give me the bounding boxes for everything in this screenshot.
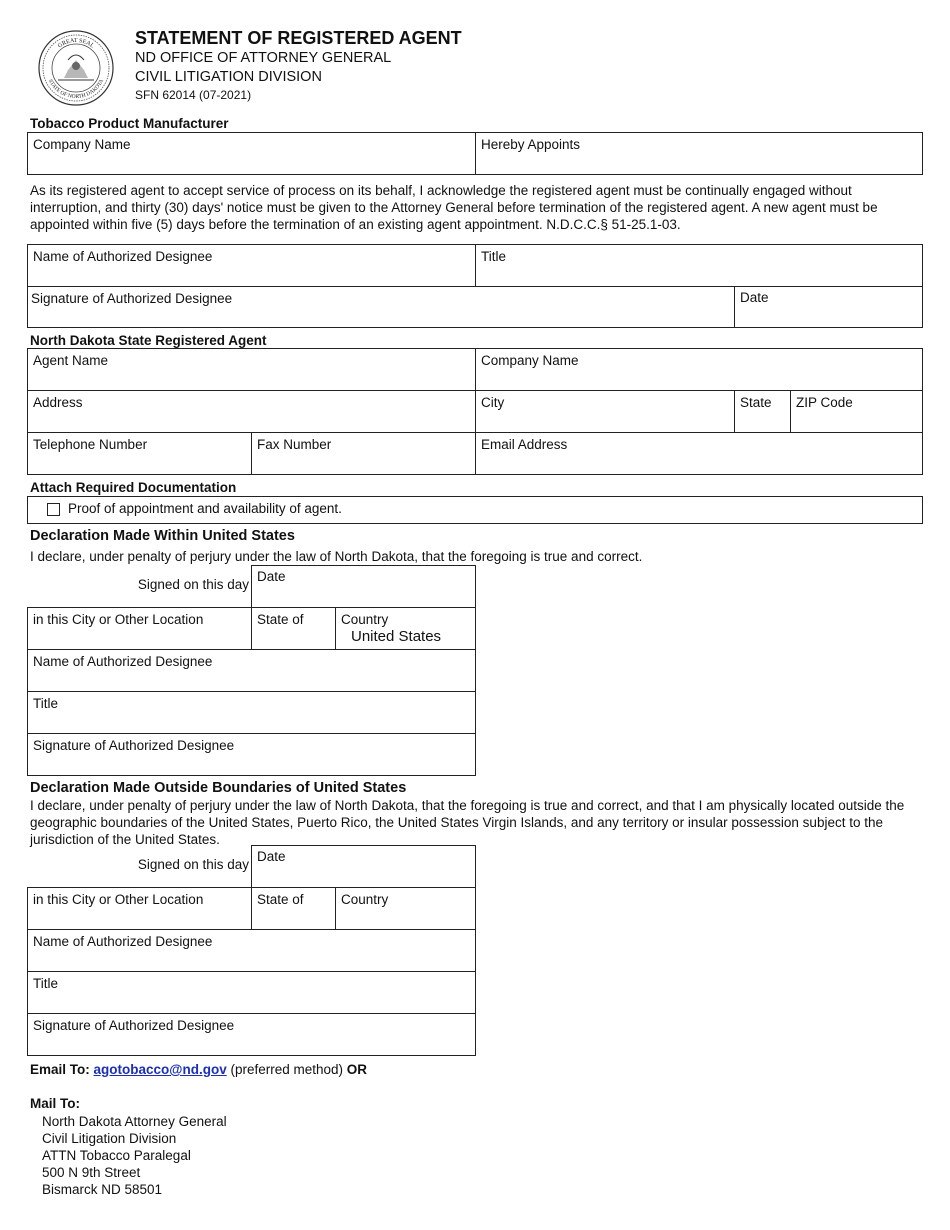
agent-name-label: Agent Name [33, 353, 109, 368]
us-date-label: Date [257, 569, 286, 584]
office-name: ND OFFICE OF ATTORNEY GENERAL [135, 50, 392, 66]
manufacturer-heading: Tobacco Product Manufacturer [30, 116, 229, 131]
or-text: OR [346, 1062, 368, 1077]
us-country-value: United States [351, 628, 442, 645]
outside-city-field[interactable] [27, 887, 252, 930]
us-title-label: Title [33, 696, 59, 711]
manufacturer-date-field[interactable] [734, 286, 923, 328]
outside-city-label: in this City or Other Location [33, 892, 204, 907]
hereby-appoints-field[interactable] [475, 132, 923, 175]
manufacturer-title-field[interactable] [475, 244, 923, 287]
hereby-appoints-label: Hereby Appoints [481, 137, 581, 152]
title-label: Title [481, 249, 507, 264]
us-state-field[interactable] [251, 607, 336, 650]
address-line: 500 N 9th Street [42, 1165, 141, 1180]
outside-signature-label: Signature of Authorized Designee [33, 1018, 235, 1033]
address-label: Address [33, 395, 83, 410]
agent-heading: North Dakota State Registered Agent [30, 333, 267, 348]
agent-company-name-field[interactable] [475, 348, 923, 391]
declaration-us-text: I declare, under penalty of perjury under the law of North Dakota, that the foregoing is true and correct. [30, 549, 643, 564]
agent-fax-field[interactable] [251, 432, 476, 475]
outside-designee-name-label: Name of Authorized Designee [33, 934, 213, 949]
us-city-field[interactable] [27, 607, 252, 650]
address-line: North Dakota Attorney General [42, 1114, 227, 1129]
designee-name-label: Name of Authorized Designee [33, 249, 213, 264]
state-label: State [740, 395, 772, 410]
outside-country-field[interactable] [335, 887, 476, 930]
outside-state-field[interactable] [251, 887, 336, 930]
declaration-outside-text: I declare, under penalty of perjury under the law of North Dakota, that the foregoing is true and correct, and that I am physically located outside the geographic boundaries of the United States, Puerto Rico, the United States Virgin Islands, and any territory or insular possession subject to the jurisdiction of the United States. [30, 798, 905, 847]
us-title-field[interactable] [27, 691, 476, 734]
address-line: Civil Litigation Division [42, 1131, 177, 1146]
mail-address [42, 1113, 227, 1198]
outside-signature-field[interactable] [27, 1013, 476, 1056]
email-line [30, 1062, 367, 1077]
us-country-label: Country [341, 612, 389, 627]
agent-address-field[interactable] [27, 390, 476, 433]
telephone-label: Telephone Number [33, 437, 148, 452]
form-title: STATEMENT OF REGISTERED AGENT [135, 28, 462, 48]
date-label: Date [740, 290, 769, 305]
email-prefix: Email To: [30, 1062, 90, 1077]
proof-of-appointment-label: Proof of appointment and availability of agent. [68, 501, 342, 516]
fax-label: Fax Number [257, 437, 332, 452]
us-state-label: State of [257, 612, 304, 627]
zip-label: ZIP Code [796, 395, 853, 410]
proof-of-appointment-checkbox[interactable] [47, 503, 60, 516]
agent-city-field[interactable] [475, 390, 735, 433]
division-name: CIVIL LITIGATION DIVISION [135, 69, 322, 85]
address-line: ATTN Tobacco Paralegal [42, 1148, 191, 1163]
outside-designee-name-field[interactable] [27, 929, 476, 972]
agent-email-field[interactable] [475, 432, 923, 475]
outside-country-label: Country [341, 892, 389, 907]
outside-title-field[interactable] [27, 971, 476, 1014]
form-number: SFN 62014 (07-2021) [135, 88, 252, 102]
signature-label: Signature of Authorized Designee [31, 291, 233, 306]
us-signature-label: Signature of Authorized Designee [33, 738, 235, 753]
svg-text:STATE OF NORTH DAKOTA [47, 78, 105, 100]
agent-state-field[interactable] [734, 390, 791, 433]
outside-title-label: Title [33, 976, 59, 991]
agent-zip-field[interactable] [790, 390, 923, 433]
manufacturer-designee-name-field[interactable] [27, 244, 476, 287]
declaration-outside-heading: Declaration Made Outside Boundaries of United States [30, 780, 407, 796]
company-name-label: Company Name [33, 137, 131, 152]
seal-top-text: GREAT SEAL [57, 37, 95, 50]
acknowledgement-text: As its registered agent to accept service of process on its behalf, I acknowledge the registered agent must be continually engaged without interruption, and thirty (30) days' notice must be given to the Attorney General before termination of the registered agent. A new agent must be appointed within five (5) days before the termination of an existing agent appointment. N.D.C.C.§ 51-25.1-03. [30, 183, 878, 232]
email-suffix: (preferred method) [230, 1062, 344, 1077]
email-label: Email Address [481, 437, 568, 452]
declaration-us-heading: Declaration Made Within United States [30, 528, 295, 544]
manufacturer-company-name-field[interactable] [27, 132, 476, 175]
address-line: Bismarck ND 58501 [42, 1182, 163, 1197]
outside-state-label: State of [257, 892, 304, 907]
us-date-field[interactable] [251, 565, 476, 608]
agent-name-field[interactable] [27, 348, 476, 391]
us-signature-field[interactable] [27, 733, 476, 776]
us-country-field[interactable] [335, 607, 476, 650]
email-link[interactable]: agotobacco@nd.gov [93, 1062, 227, 1077]
state-seal-icon [38, 30, 114, 106]
us-designee-name-label: Name of Authorized Designee [33, 654, 213, 669]
documentation-heading: Attach Required Documentation [30, 480, 237, 495]
agent-telephone-field[interactable] [27, 432, 252, 475]
us-signed-on-label: Signed on this day [137, 577, 249, 592]
outside-signed-on-label: Signed on this day [137, 857, 249, 872]
outside-date-field[interactable] [251, 845, 476, 888]
us-city-label: in this City or Other Location [33, 612, 204, 627]
mail-heading: Mail To: [30, 1096, 80, 1111]
agent-company-name-label: Company Name [481, 353, 579, 368]
outside-date-label: Date [257, 849, 286, 864]
documentation-row [27, 496, 923, 524]
seal-bottom-text: STATE OF NORTH DAKOTA [46, 78, 106, 101]
us-designee-name-field[interactable] [27, 649, 476, 692]
manufacturer-signature-field[interactable] [27, 286, 735, 328]
city-label: City [481, 395, 505, 410]
